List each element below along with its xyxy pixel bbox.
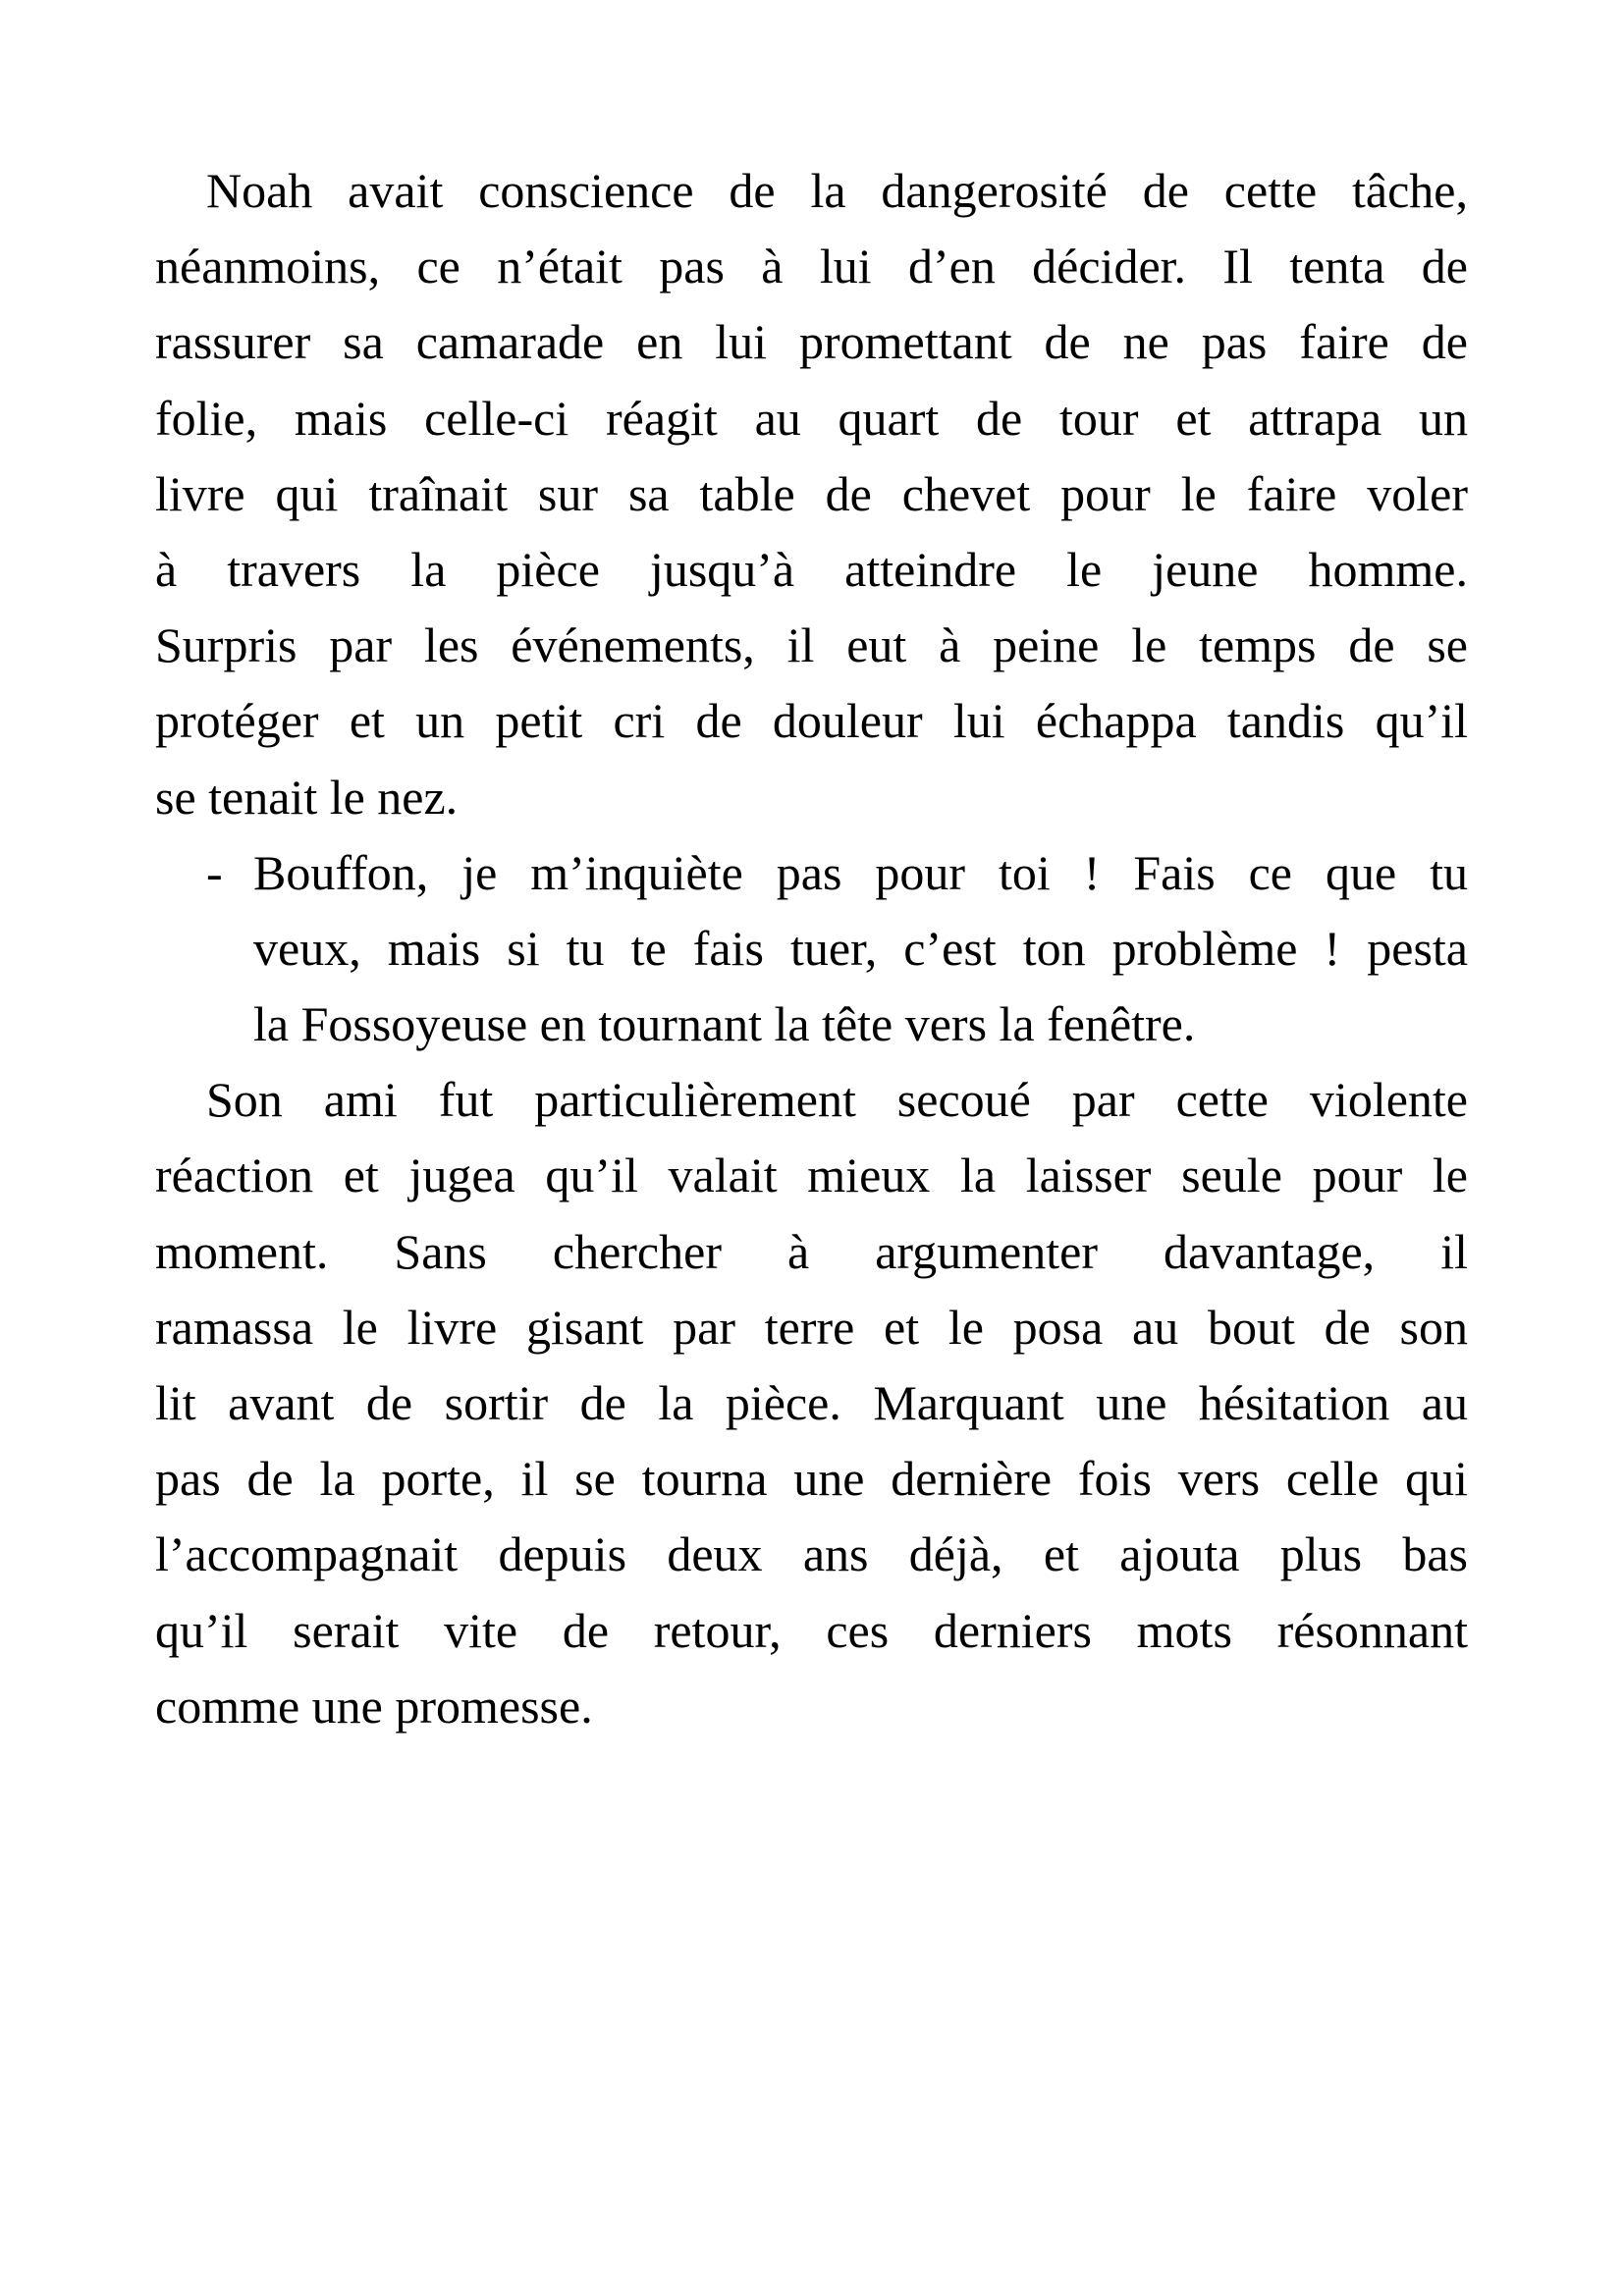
text-line: pas de la porte, il se tourna une dernière fois vers celle qui (155, 1451, 1468, 1507)
text-line: lit avant de sortir de la pièce. Marquant une hésitation au (155, 1375, 1468, 1430)
text-line: se tenait le nez. (155, 769, 459, 825)
text-line: Noah avait conscience de la dangerosité de cette tâche, (206, 163, 1468, 218)
document-page (155, 153, 1468, 1744)
text-line: ramassa le livre gisant par terre et le posa au bout de son (155, 1299, 1468, 1355)
dialogue-line: la Fossoyeuse en tournant la tête vers la fenêtre. (253, 996, 1196, 1052)
paragraph-son-ami (155, 1062, 1468, 1744)
paragraph-noah-task (155, 153, 1468, 835)
text-line: Son ami fut particulièrement secoué par cette violente (206, 1072, 1468, 1128)
text-line: folie, mais celle-ci réagit au quart de tour et attrapa un (155, 390, 1468, 446)
text-line: qu’il serait vite de retour, ces derniers mots résonnant (155, 1602, 1468, 1658)
dialogue-line: veux, mais si tu te fais tuer, c’est ton problème ! pesta (253, 920, 1468, 976)
text-line: réaction et jugea qu’il valait mieux la laisser seule pour le (155, 1148, 1468, 1203)
text-line: à travers la pièce jusqu’à atteindre le jeune homme. (155, 541, 1468, 597)
text-line: livre qui traînait sur sa table de chevet pour le faire voler (155, 465, 1468, 521)
dialogue-dash: - (206, 844, 223, 900)
text-line: rassurer sa camarade en lui promettant de ne pas faire de (155, 314, 1468, 370)
dialogue-line: Bouffon, je m’inquiète pas pour toi ! Fais ce que tu (253, 844, 1468, 900)
text-line: Surpris par les événements, il eut à peine le temps de se (155, 617, 1468, 673)
text-line: protéger et un petit cri de douleur lui échappa tandis qu’il (155, 693, 1468, 749)
text-line: l’accompagnait depuis deux ans déjà, et ajouta plus bas (155, 1526, 1468, 1582)
text-line: néanmoins, ce n’était pas à lui d’en décider. Il tenta de (155, 239, 1468, 294)
dialogue-fossoyeuse (155, 835, 1468, 1063)
text-line: comme une promesse. (155, 1678, 593, 1734)
text-line: moment. Sans chercher à argumenter davantage, il (155, 1223, 1468, 1279)
